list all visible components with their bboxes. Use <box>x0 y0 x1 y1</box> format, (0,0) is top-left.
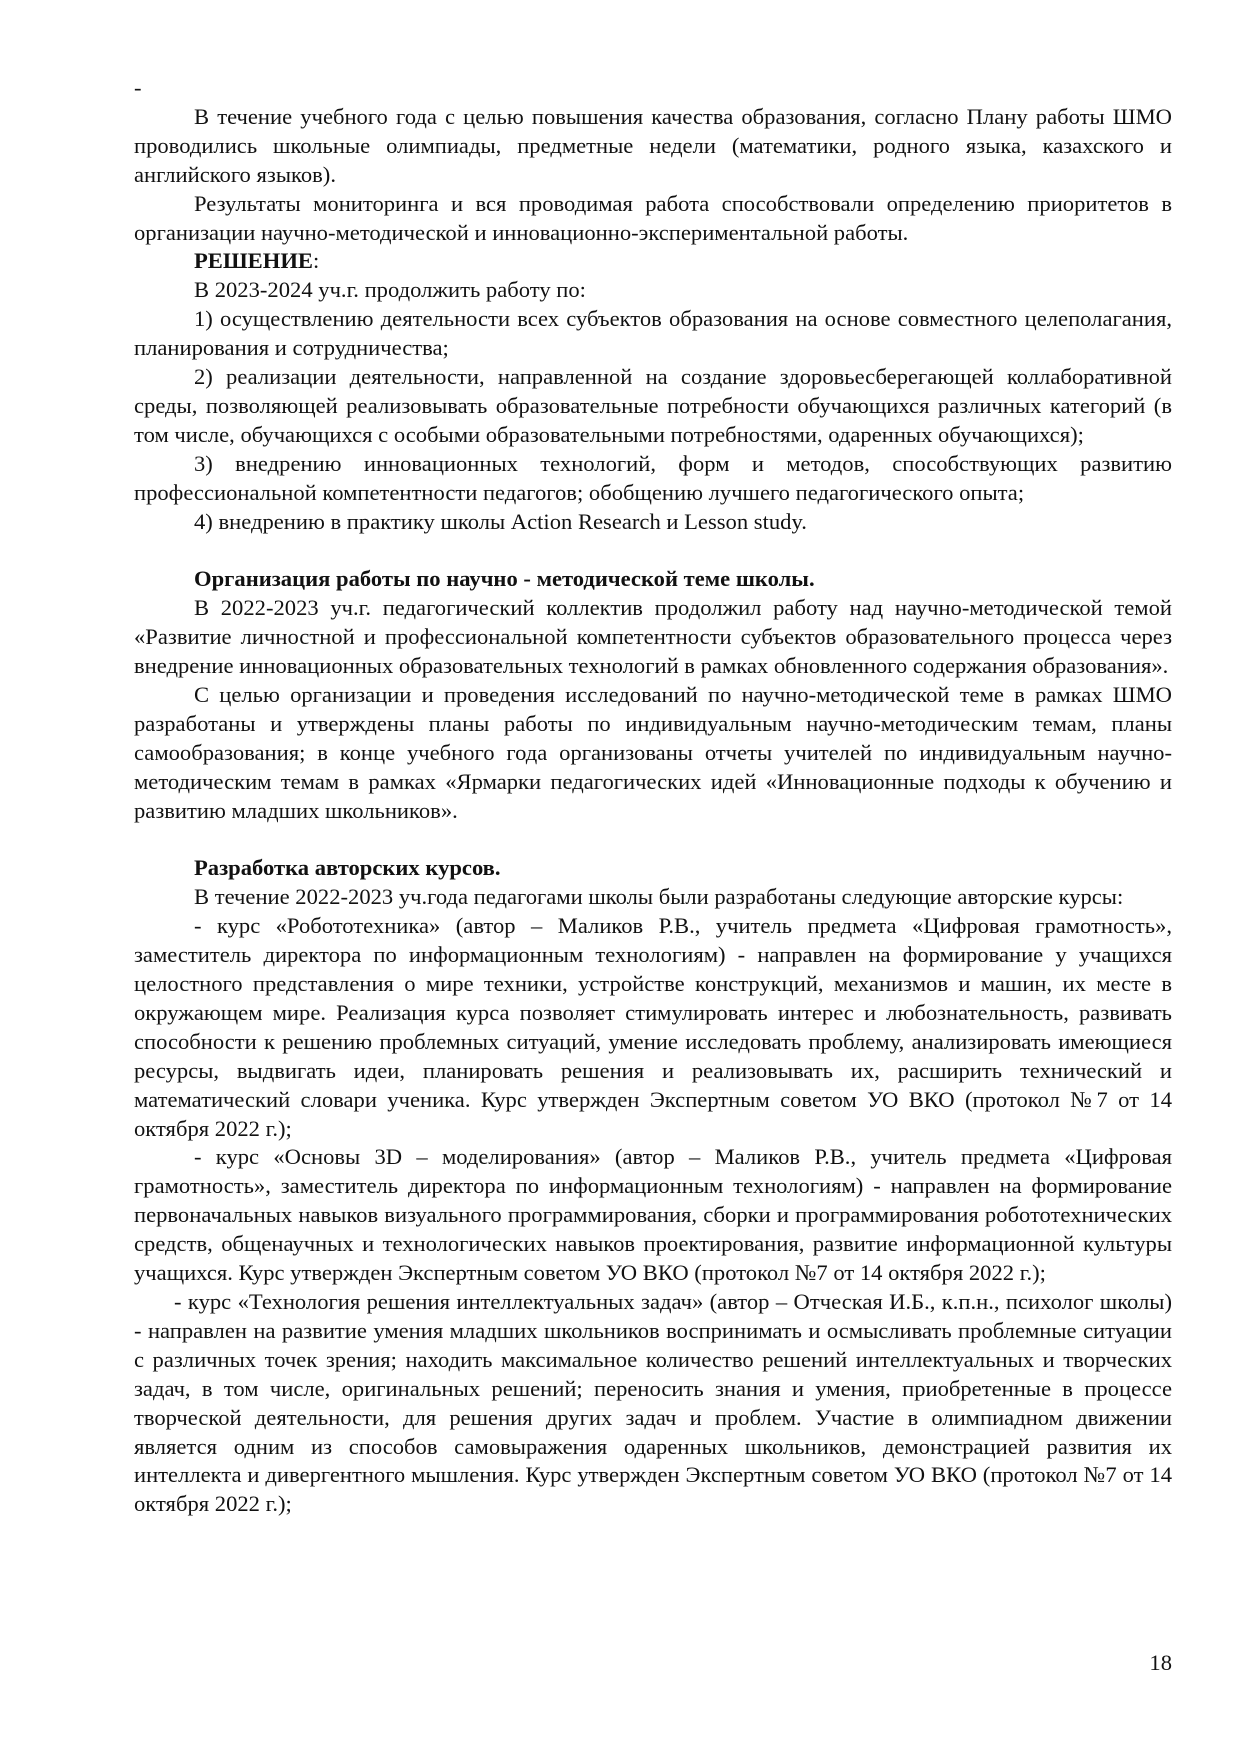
section-courses-heading: Разработка авторских курсов. <box>194 855 501 881</box>
section-theme-heading: Организация работы по научно - методической теме школы. <box>194 566 815 592</box>
decision-label-suffix: : <box>312 248 320 274</box>
section-spacer <box>134 826 1172 855</box>
intro-paragraph-1: В течение учебного года с целью повышения качества образования, согласно Плану работы ШМО проводились школьные олимпиады, предметные недели (математики, родного языка, казахского и английского языков). <box>134 103 1172 187</box>
document-page <box>134 74 1172 1519</box>
decision-item-3: 3) внедрению инновационных технологий, форм и методов, способствующих развитию профессиональной компетентности педагогов; обобщению лучшего педагогического опыта; <box>134 450 1172 505</box>
decision-heading <box>134 247 1172 276</box>
page-number: 18 <box>1149 1650 1172 1675</box>
section-spacer <box>134 536 1172 565</box>
section-theme-paragraph-2: С целью организации и проведения исследований по научно-методической теме в рамках ШМО разработаны и утверждены планы работы по индивидуальным научно-методическим темам, планы самообразования; в конце учебного года организованы отчеты учителей по индивидуальным научно-методическим темам в рамках «Ярмарки педагогических идей «Инновационные подходы к обучению и развитию младших школьников». <box>134 682 1172 823</box>
decision-lead: В 2023-2024 уч.г. продолжить работу по: <box>194 277 586 303</box>
course-item-3d-modeling: - курс «Основы 3D – моделирования» (автор – Маликов Р.В., учитель предмета «Цифровая грамотность», заместитель директора по информационным технологиям) - направлен на формирование первоначальных навыков визуального программирования, сборки и программирования робототехнических средств, общенаучных и технологических навыков проектирования, развитие информационной культуры учащихся. Курс утвержден Экспертным советом УО ВКО (протокол №7 от 14 октября 2022 г.); <box>134 1144 1172 1286</box>
decision-item-4: 4) внедрению в практику школы Action Research и Lesson study. <box>194 508 807 534</box>
decision-label: РЕШЕНИЕ <box>194 248 313 274</box>
decision-item-2: 2) реализации деятельности, направленной на создание здоровьесберегающей коллаборативной среды, позволяющей реализовывать образовательные потребности обучающихся различных категорий (в том числе, обучающихся с особыми образовательными потребностями, одаренных обучающихся); <box>134 364 1172 447</box>
section-courses-lead: В течение 2022-2023 уч.года педагогами школы были разработаны следующие авторские курсы: <box>194 884 1124 910</box>
course-item-intellectual-tasks: - курс «Технология решения интеллектуальных задач» (автор – Отческая И.Б., к.п.н., психолог школы) - направлен на развитие умения младших школьников воспринимать и осмысливать проблемные ситуации с различных точек зрения; находить максимальное количество решений интеллектуальных и творческих задач, в том числе, оригинальных решений; переносить знания и умения, приобретенные в процессе творческой деятельности, для решения других задач и проблем. Участие в олимпиадном движении является одним из способов самовыражения одаренных школьников, демонстрацией развития их интеллекта и дивергентного мышления. Курс утвержден Экспертным советом УО ВКО (протокол №7 от 14 октября 2022 г.); <box>134 1289 1172 1517</box>
section-theme-paragraph-1: В 2022-2023 уч.г. педагогический коллектив продолжил работу над научно-методической темой «Развитие личностной и профессиональной компетентности субъектов образовательного процесса через внедрение инновационных образовательных технологий в рамках обновленного содержания образования». <box>134 595 1172 679</box>
decision-item-1: 1) осуществлению деятельности всех субъектов образования на основе совместного целеполагания, планирования и сотрудничества; <box>134 306 1172 361</box>
top-mark: - <box>134 75 142 100</box>
course-item-robotics: - курс «Робототехника» (автор – Маликов Р.В., учитель предмета «Цифровая грамотность», заместитель директора по информационным технологиям) - направлен на формирование у учащихся целостного представления о мире техники, устройстве конструкций, механизмов и машин, их месте в окружающем мире. Реализация курса позволяет стимулировать интерес и любознательность, развивать способности к решению проблемных ситуаций, умение исследовать проблему, анализировать имеющиеся ресурсы, выдвигать идеи, планировать решения и реализовывать их, расширить технический и математический словари ученика. Курс утвержден Экспертным советом УО ВКО (протокол №7 от 14 октября 2022 г.); <box>134 913 1172 1141</box>
intro-paragraph-2: Результаты мониторинга и вся проводимая работа способствовали определению приоритетов в организации научно-методической и инновационно-экспериментальной работы. <box>134 190 1172 245</box>
